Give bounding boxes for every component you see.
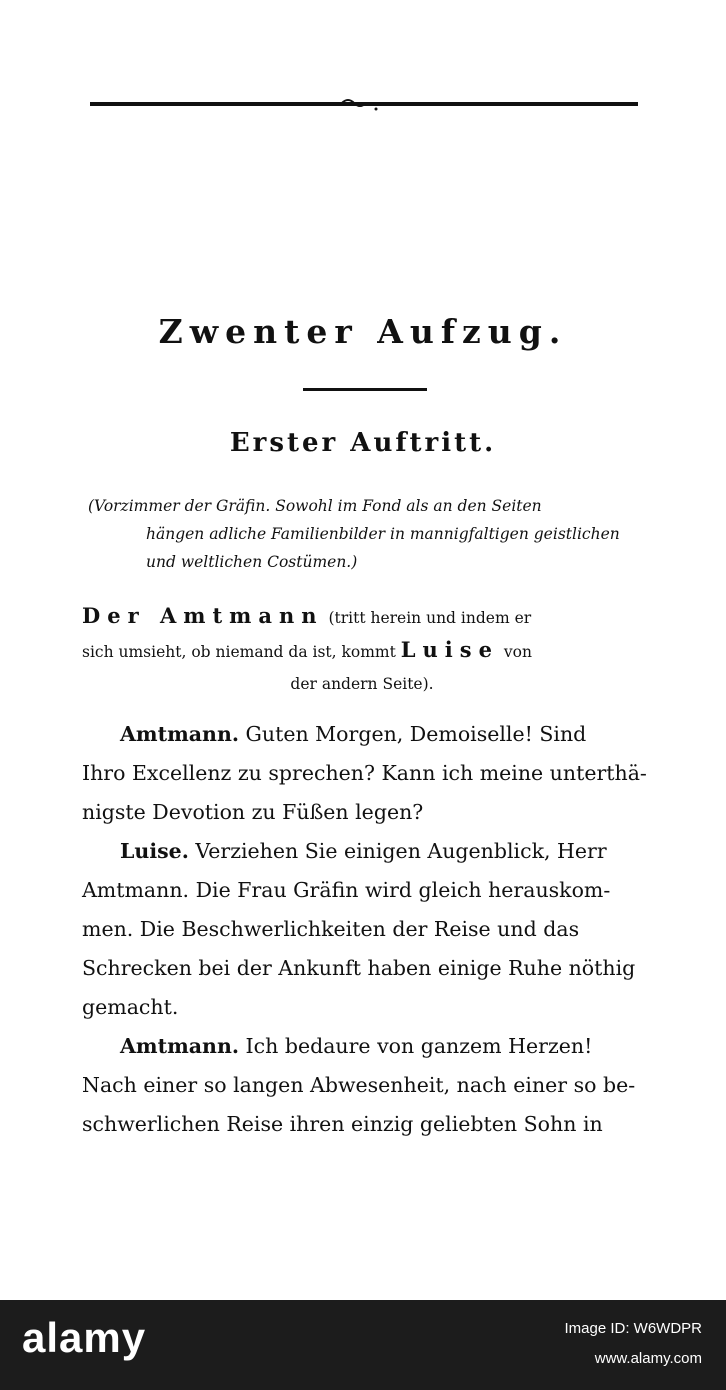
dialogue-line (82, 1027, 642, 1066)
entrance-line (82, 600, 642, 634)
dialogue-line: nigste Devotion zu Füßen legen? (82, 800, 424, 824)
entrance-text: von (498, 643, 532, 661)
dialogue-line: Amtmann. Die Frau Gräfin wird gleich herauskom- (82, 878, 611, 902)
dialogue-text (82, 715, 647, 1144)
line-text: Ich bedaure von ganzem Herzen! (239, 1034, 593, 1058)
dialogue-line: Nach einer so langen Abwesenheit, nach einer so be- (82, 1073, 636, 1097)
dialogue-line: Ihro Excellenz zu sprechen? Kann ich meine unterthä- (82, 761, 647, 785)
character-name-luise: Luise (400, 637, 499, 662)
character-name-amtmann: Der Amtmann (82, 603, 324, 628)
dialogue-line: schwerlichen Reise ihren einzig geliebten Sohn in (82, 1112, 603, 1136)
dialogue-line (82, 832, 642, 871)
stage-direction-line: (Vorzimmer der Gräfin. Sowohl im Fond als an den Seiten (88, 497, 542, 515)
dialogue-line: men. Die Beschwerlichkeiten der Reise und das (82, 917, 580, 941)
speaker-name: Amtmann. (120, 722, 239, 746)
section-divider (303, 388, 427, 391)
brand-logo: alamy (22, 1314, 147, 1361)
image-id: Image ID: W6WDPR (564, 1320, 702, 1337)
line-text: Verziehen Sie einigen Augenblick, Herr (188, 839, 607, 863)
speaker-name: Amtmann. (120, 1034, 239, 1058)
dialogue-line: gemacht. (82, 995, 179, 1019)
line-text: Guten Morgen, Demoiselle! Sind (239, 722, 587, 746)
site-url: www.alamy.com (594, 1350, 702, 1367)
ornamental-header-rule (90, 97, 638, 111)
speaker-name: Luise. (120, 839, 189, 863)
entrance-line (82, 634, 642, 668)
stage-direction-line: und weltlichen Costümen.) (146, 553, 358, 571)
stage-direction-line: hängen adliche Familienbilder in mannigfaltigen geistlichen (146, 525, 620, 543)
stage-direction (88, 492, 644, 576)
entrance-direction (82, 600, 642, 700)
dialogue-line: Schrecken bei der Ankunft haben einige Ruhe nöthig (82, 956, 636, 980)
entrance-text: sich umsieht, ob niemand da ist, kommt (82, 643, 401, 661)
dialogue-line (82, 715, 642, 754)
watermark-footer (0, 1300, 726, 1390)
act-title: Zwenter Aufzug. (158, 312, 568, 351)
entrance-line: der andern Seite). (290, 675, 434, 693)
scene-title: Erster Auftritt. (229, 428, 497, 458)
entrance-text: (tritt herein und indem er (323, 609, 532, 627)
